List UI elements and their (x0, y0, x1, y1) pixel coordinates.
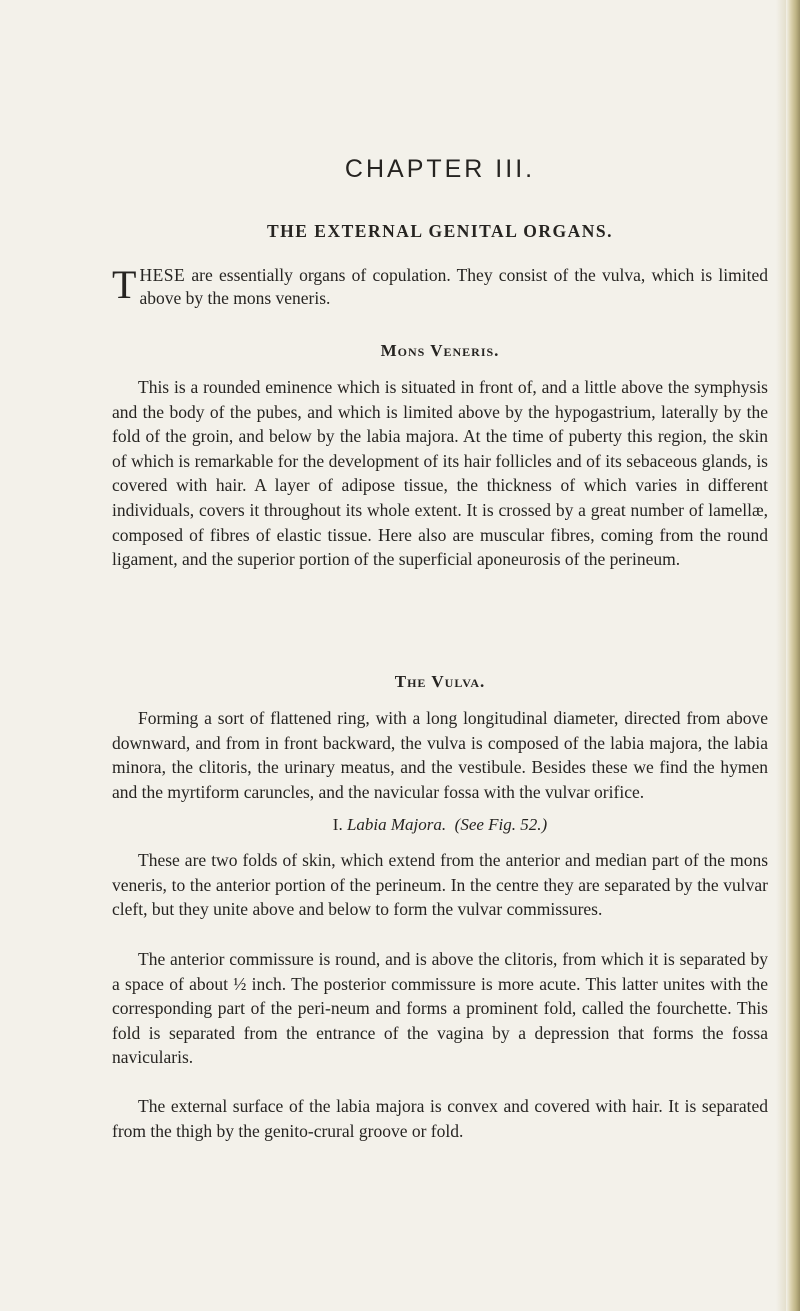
intro-first-word: HESE (139, 265, 186, 285)
paragraph-mons-veneris: This is a rounded eminence which is situated in front of, and a little above the symphysis and the body of the pubes, and which is limited above by the hypogastrium, laterally by the fold of the groin, and below by the labia majora. At the time of puberty this region, the skin of which is remarkable for the development of its hair follicles and of its sebaceous glands, is covered with hair. A layer of adipose tissue, the thickness of which varies in different individuals, covers it throughout its whole extent. It is crossed by a great number of lamellæ, composed of fibres of elastic tissue. Here also are muscular fibres, coming from the round ligament, and the superior portion of the superficial aponeurosis of the perineum. (112, 377, 768, 570)
intro-text: are essentially organs of copulation. They consist of the vulva, which is limited above by the mons veneris. (139, 265, 768, 308)
figure-reference: (See Fig. 52.) (454, 815, 548, 834)
page-edge (786, 0, 800, 1311)
chapter-subtitle: THE EXTERNAL GENITAL ORGANS. (266, 221, 614, 241)
chapter-title: CHAPTER III. (344, 155, 536, 183)
drop-cap: T (112, 262, 137, 307)
intro-paragraph (112, 264, 768, 310)
paragraph-labia-majora-3: The external surface of the labia majora is convex and covered with hair. It is separated from the thigh by the genito-crural groove or fold. (112, 1096, 768, 1141)
subheading-title: Labia Majora. (346, 815, 447, 834)
paragraph-vulva: Forming a sort of flattened ring, with a long longitudinal diameter, directed from above downward, and from in front backward, the vulva is composed of the labia majora, the labia minora, the clitoris, the urinary meatus, and the vestibule. Besides these we find the hymen and the myrtiform caruncles, and the navicular fossa with the vulvar orifice. (112, 708, 768, 802)
subheading-labia-majora (112, 815, 768, 835)
section-heading-vulva: The Vulva. (394, 672, 486, 691)
paragraph-labia-majora-2: The anterior commissure is round, and is above the clitoris, from which it is separated by a space of about ½ inch. The posterior commissure is more acute. This latter unites with the corresponding part of the peri-neum and forms a prominent fold, called the fourchette. This fold is separated from the entrance of the vagina by a depression that forms the fossa navicularis. (112, 949, 768, 1068)
section-heading-mons-veneris: Mons Veneris. (380, 341, 500, 360)
paragraph-labia-majora-1: These are two folds of skin, which extend from the anterior and median part of the mons veneris, to the anterior portion of the perineum. In the centre they are separated by the vulvar cleft, but they unite above and below to form the vulvar commissures. (112, 850, 768, 920)
subheading-number: I. (332, 815, 343, 834)
binding-shadow (776, 0, 786, 1311)
